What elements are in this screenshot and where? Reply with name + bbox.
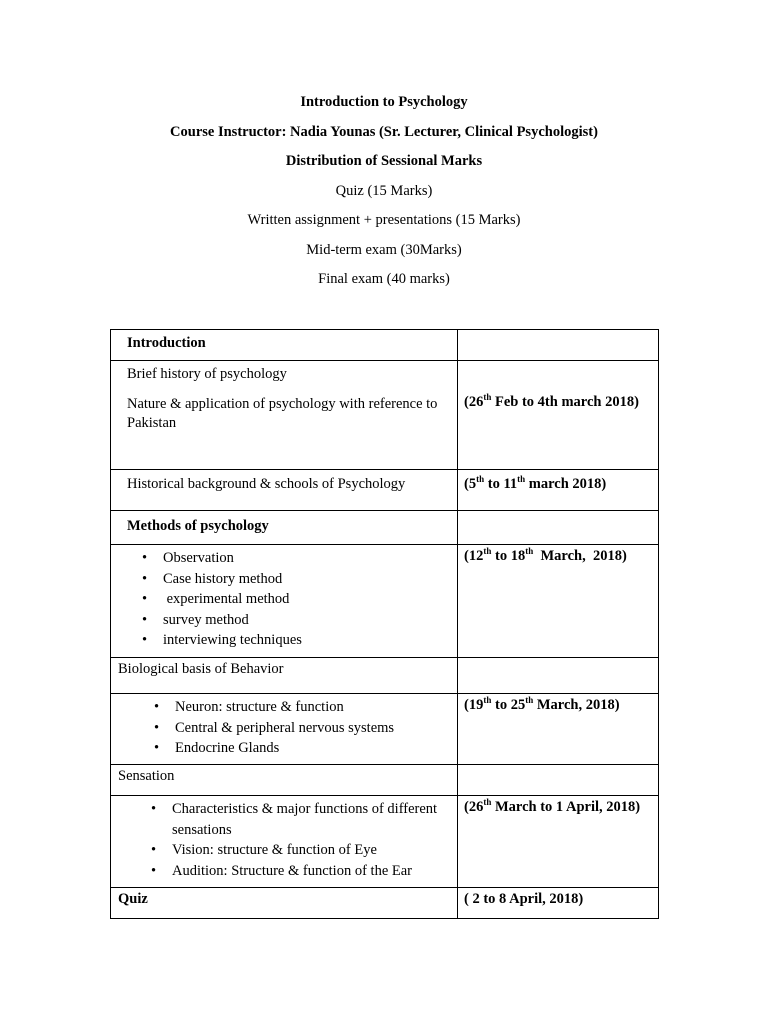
marks-distribution-heading: Distribution of Sessional Marks	[285, 153, 483, 169]
table-cell	[111, 888, 458, 919]
section-heading-biological: Biological basis of Behavior	[118, 661, 284, 677]
marks-item-midterm: Mid-term exam (30Marks)	[306, 241, 462, 258]
table-cell	[458, 511, 659, 545]
table-row	[111, 545, 659, 658]
table-row	[111, 888, 659, 919]
table-cell	[458, 888, 659, 919]
table-cell	[111, 361, 458, 470]
topic-historical-background: Historical background & schools of Psychology	[127, 476, 406, 492]
table-cell	[111, 470, 458, 511]
table-cell	[111, 658, 458, 694]
date-introduction: (26th Feb to 4th march 2018)	[464, 392, 639, 410]
table-cell	[111, 765, 458, 796]
date-historical: (5th to 11th march 2018)	[464, 474, 607, 492]
list-item: • Neuron: structure & function	[175, 697, 449, 718]
table-row	[111, 658, 659, 694]
table-cell	[458, 470, 659, 511]
list-item: • experimental method	[163, 589, 449, 610]
table-cell	[458, 330, 659, 361]
list-item: • survey method	[163, 610, 449, 631]
marks-item-quiz: Quiz (15 Marks)	[335, 182, 433, 199]
topic-brief-history: Brief history of psychology	[127, 366, 287, 382]
date-biological: (19th to 25th March, 2018)	[464, 695, 620, 713]
list-item: • Characteristics & major functions of different sensations	[172, 799, 449, 840]
table-cell	[458, 545, 659, 658]
section-heading-sensation: Sensation	[118, 768, 175, 784]
table-cell	[458, 796, 659, 888]
topic-nature-application: Nature & application of psychology with reference to Pakistan	[127, 396, 438, 431]
biological-list	[111, 694, 457, 759]
quiz-label: Quiz	[118, 891, 148, 907]
table-cell	[111, 511, 458, 545]
list-item: • Central & peripheral nervous systems	[175, 718, 449, 739]
list-item: • interviewing techniques	[163, 630, 449, 651]
table-cell	[111, 796, 458, 888]
methods-list	[111, 545, 457, 651]
table-cell	[111, 330, 458, 361]
list-item: • Endocrine Glands	[175, 738, 449, 759]
table-cell	[458, 658, 659, 694]
table-cell	[458, 765, 659, 796]
table-row	[111, 694, 659, 765]
list-item: • Case history method	[163, 569, 449, 590]
list-item: • Observation	[163, 548, 449, 569]
table-row	[111, 361, 659, 470]
table-cell	[458, 694, 659, 765]
table-row	[111, 796, 659, 888]
section-heading-introduction: Introduction	[127, 335, 206, 351]
course-instructor: Course Instructor: Nadia Younas (Sr. Lecturer, Clinical Psychologist)	[170, 123, 598, 140]
table-row	[111, 765, 659, 796]
date-quiz: ( 2 to 8 April, 2018)	[464, 891, 584, 907]
table-cell	[111, 545, 458, 658]
section-heading-methods: Methods of psychology	[127, 518, 269, 534]
marks-item-assignment: Written assignment + presentations (15 Marks)	[247, 212, 521, 228]
table-row	[111, 511, 659, 545]
list-item: • Vision: structure & function of Eye	[172, 840, 449, 861]
table-row	[111, 330, 659, 361]
date-methods: (12th to 18th March, 2018)	[464, 546, 627, 564]
table-row	[111, 470, 659, 511]
date-sensation: (26th March to 1 April, 2018)	[464, 797, 641, 815]
table-cell	[111, 694, 458, 765]
course-title: Introduction to Psychology	[300, 94, 468, 110]
document-header	[0, 88, 768, 295]
table-cell	[458, 361, 659, 470]
sensation-list	[111, 796, 457, 881]
marks-item-final: Final exam (40 marks)	[318, 271, 450, 287]
list-item: • Audition: Structure & function of the Ear	[172, 861, 449, 882]
course-schedule-table	[110, 329, 659, 919]
